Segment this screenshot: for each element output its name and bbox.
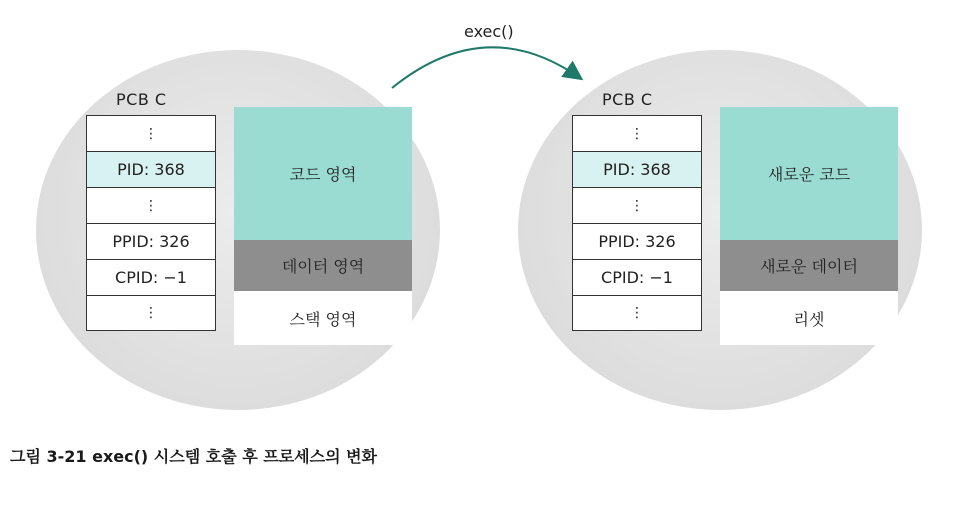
pcb-row-pid: PID: 368 [573, 152, 701, 188]
pcb-row-ellipsis: ⋮ [87, 116, 215, 152]
pcb-title-before: PCB C [116, 90, 167, 109]
pcb-row-ellipsis: ⋮ [87, 188, 215, 224]
pcb-title-after: PCB C [602, 90, 653, 109]
figure-caption: 그림 3-21 exec() 시스템 호출 후 프로세스의 변화 [10, 447, 378, 466]
pcb-row-ellipsis: ⋮ [630, 305, 644, 321]
exec-arrow-curve [392, 47, 580, 88]
pcb-row-ppid: PPID: 326 [573, 224, 701, 260]
data-segment-before: 데이터 영역 [234, 240, 412, 291]
pcb-row-pid: PID: 368 [87, 152, 215, 188]
code-segment-after: 새로운 코드 [720, 107, 898, 240]
pcb-row-cpid: CPID: −1 [573, 260, 701, 296]
data-segment-after: 새로운 데이터 [720, 240, 898, 291]
stack-segment-before: 스택 영역 [234, 291, 412, 345]
pcb-row-ppid: PPID: 326 [87, 224, 215, 260]
pcb-row-ellipsis: ⋮ [573, 188, 701, 224]
pcb-row-cpid: CPID: −1 [87, 260, 215, 296]
exec-label: exec() [464, 22, 514, 41]
code-segment-before: 코드 영역 [234, 107, 412, 240]
pcb-row-ellipsis: ⋮ [144, 305, 158, 321]
stack-segment-after: 리셋 [720, 291, 898, 345]
pcb-row-ellipsis: ⋮ [573, 116, 701, 152]
